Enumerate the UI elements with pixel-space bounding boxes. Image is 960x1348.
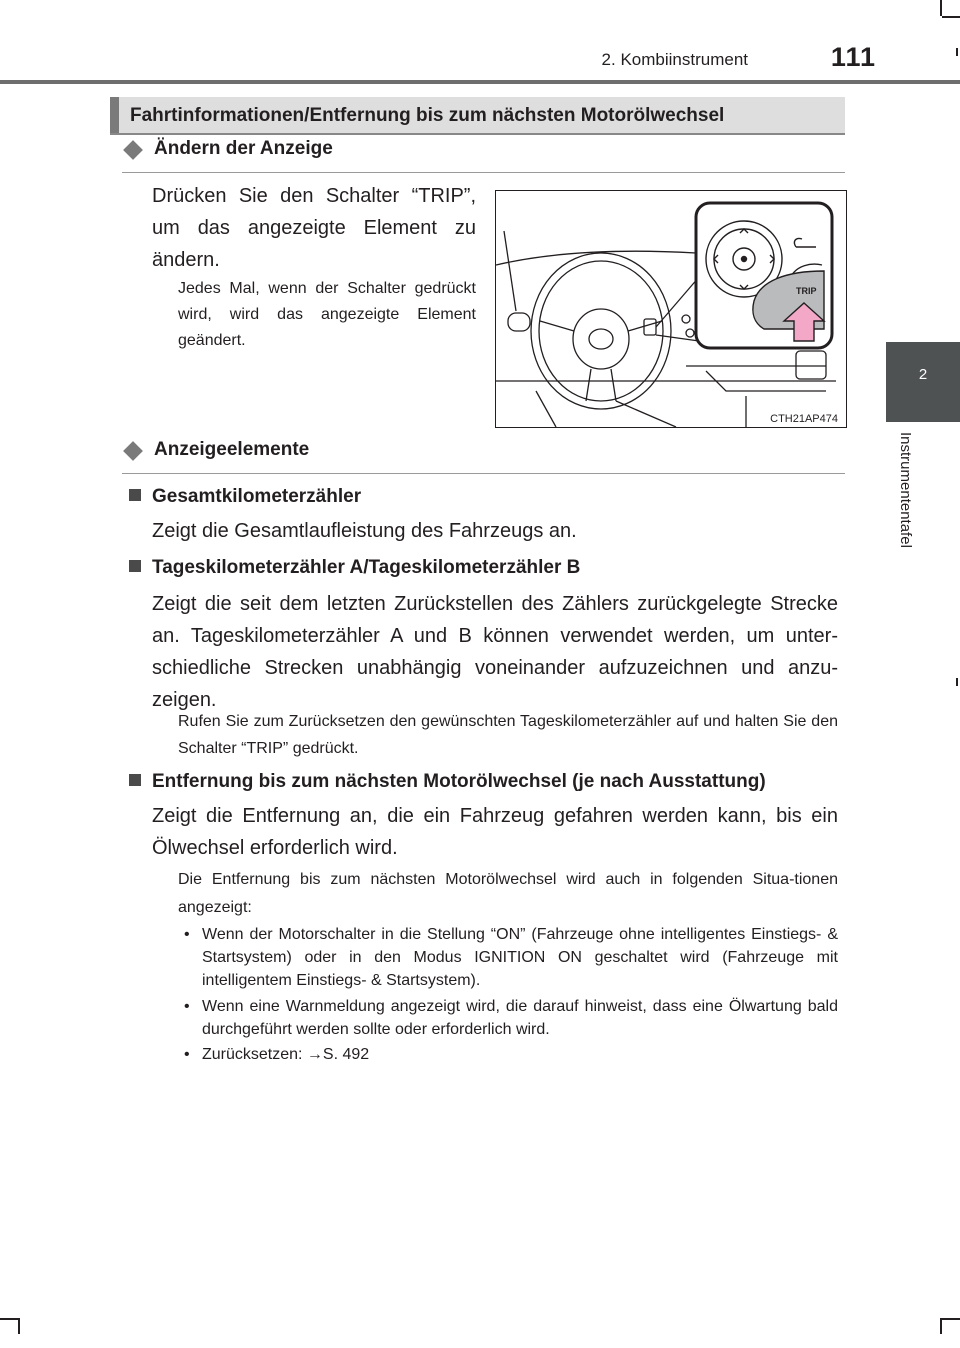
chapter-label-container xyxy=(896,432,916,592)
item-oil-change-heading xyxy=(129,771,766,793)
list-item xyxy=(180,1043,838,1066)
item-title: Gesamtkilometerzähler xyxy=(152,486,362,507)
crop-mark xyxy=(18,1318,20,1334)
crop-mark xyxy=(0,1318,18,1320)
steering-wheel-illustration xyxy=(495,190,847,428)
item-odometer-heading xyxy=(129,486,361,508)
item-trip-meter-heading xyxy=(129,557,580,579)
list-item-text: Wenn der Motorschalter in die Stellung “ON” (Fahrzeuge ohne intelligentes Einstiegs- & Startsystem) oder in den Modus IGNITION ON geschaltet wird (Fahrzeuge mit intelligentem Einstiegs- & Startsystem). xyxy=(202,926,838,989)
chapter-number: 2 xyxy=(918,366,928,383)
oil-change-note: Die Entfernung bis zum nächsten Motorölwechsel wird auch in folgenden Situa-tionen angezeigt: xyxy=(178,871,838,916)
figure-caption: CTH21AP474 xyxy=(770,413,838,425)
list-item-text: Zurücksetzen: →S. 492 xyxy=(202,1046,370,1063)
subheading-change-display xyxy=(122,136,845,173)
crop-mark xyxy=(940,0,942,16)
oil-change-text: Zeigt die Entfernung an, die ein Fahrzeug gefahren werden kann, bis ein Ölwechsel erforderlich wird. xyxy=(152,805,838,859)
diamond-icon xyxy=(123,441,143,461)
crop-mark xyxy=(942,1318,960,1320)
crop-mark xyxy=(942,16,960,18)
change-display-text: Drücken Sie den Schalter “TRIP”, um das angezeigte Element zu ändern. xyxy=(152,185,476,271)
trip-meter-text: Zeigt die seit dem letzten Zurückstellen des Zählers zurückgelegte Strecke an. Tageskilometerzähler A und B können verwendet werden, um unter-schiedliche Strecken unabhängig voneinander aufzuzeichnen und anzu-zeigen. xyxy=(152,593,838,711)
item-title: Tageskilometerzähler A/Tageskilometerzähler B xyxy=(152,557,581,578)
change-display-note: Jedes Mal, wenn der Schalter gedrückt wird, wird das angezeigte Element geändert. xyxy=(178,280,476,349)
trip-meter-note: Rufen Sie zum Zurücksetzen den gewünschten Tageskilometerzähler auf und halten Sie den Schalter “TRIP” gedrückt. xyxy=(178,713,838,757)
crop-mark xyxy=(956,48,958,56)
crop-mark xyxy=(940,1318,942,1334)
running-header: 2. Kombiinstrument xyxy=(601,50,748,69)
page-number: 111 xyxy=(830,42,876,72)
header-rule xyxy=(0,80,960,84)
list-item xyxy=(180,923,838,992)
odometer-text: Zeigt die Gesamtlaufleistung des Fahrzeugs an. xyxy=(152,520,577,542)
chapter-tab xyxy=(886,342,960,422)
subheading-display-items xyxy=(122,437,845,474)
bullet-dot: • xyxy=(184,1046,190,1063)
section-title-bar xyxy=(110,97,845,135)
bullet-dot: • xyxy=(184,998,190,1015)
bullet-dot: • xyxy=(184,926,190,943)
item-title: Entfernung bis zum nächsten Motorölwechsel (je nach Ausstattung) xyxy=(152,771,766,792)
list-item xyxy=(180,995,838,1041)
section-title: Fahrtinformationen/Entfernung bis zum nächsten Motorölwechsel xyxy=(130,105,725,126)
steering-wheel-drawing xyxy=(496,191,846,427)
chapter-label: Instrumententafel xyxy=(897,432,914,548)
section-accent xyxy=(110,97,119,133)
list-item-text: Wenn eine Warnmeldung angezeigt wird, die darauf hinweist, dass eine Ölwartung bald durchgeführt werden sollte oder erforderlich wird. xyxy=(202,998,838,1038)
crop-mark xyxy=(956,678,958,686)
subheading-label: Anzeigeelemente xyxy=(154,439,310,460)
square-bullet-icon xyxy=(129,774,141,786)
subheading-label: Ändern der Anzeige xyxy=(154,138,333,159)
square-bullet-icon xyxy=(129,560,141,572)
trip-button-label: TRIP xyxy=(796,286,817,296)
square-bullet-icon xyxy=(129,489,141,501)
diamond-icon xyxy=(123,140,143,160)
